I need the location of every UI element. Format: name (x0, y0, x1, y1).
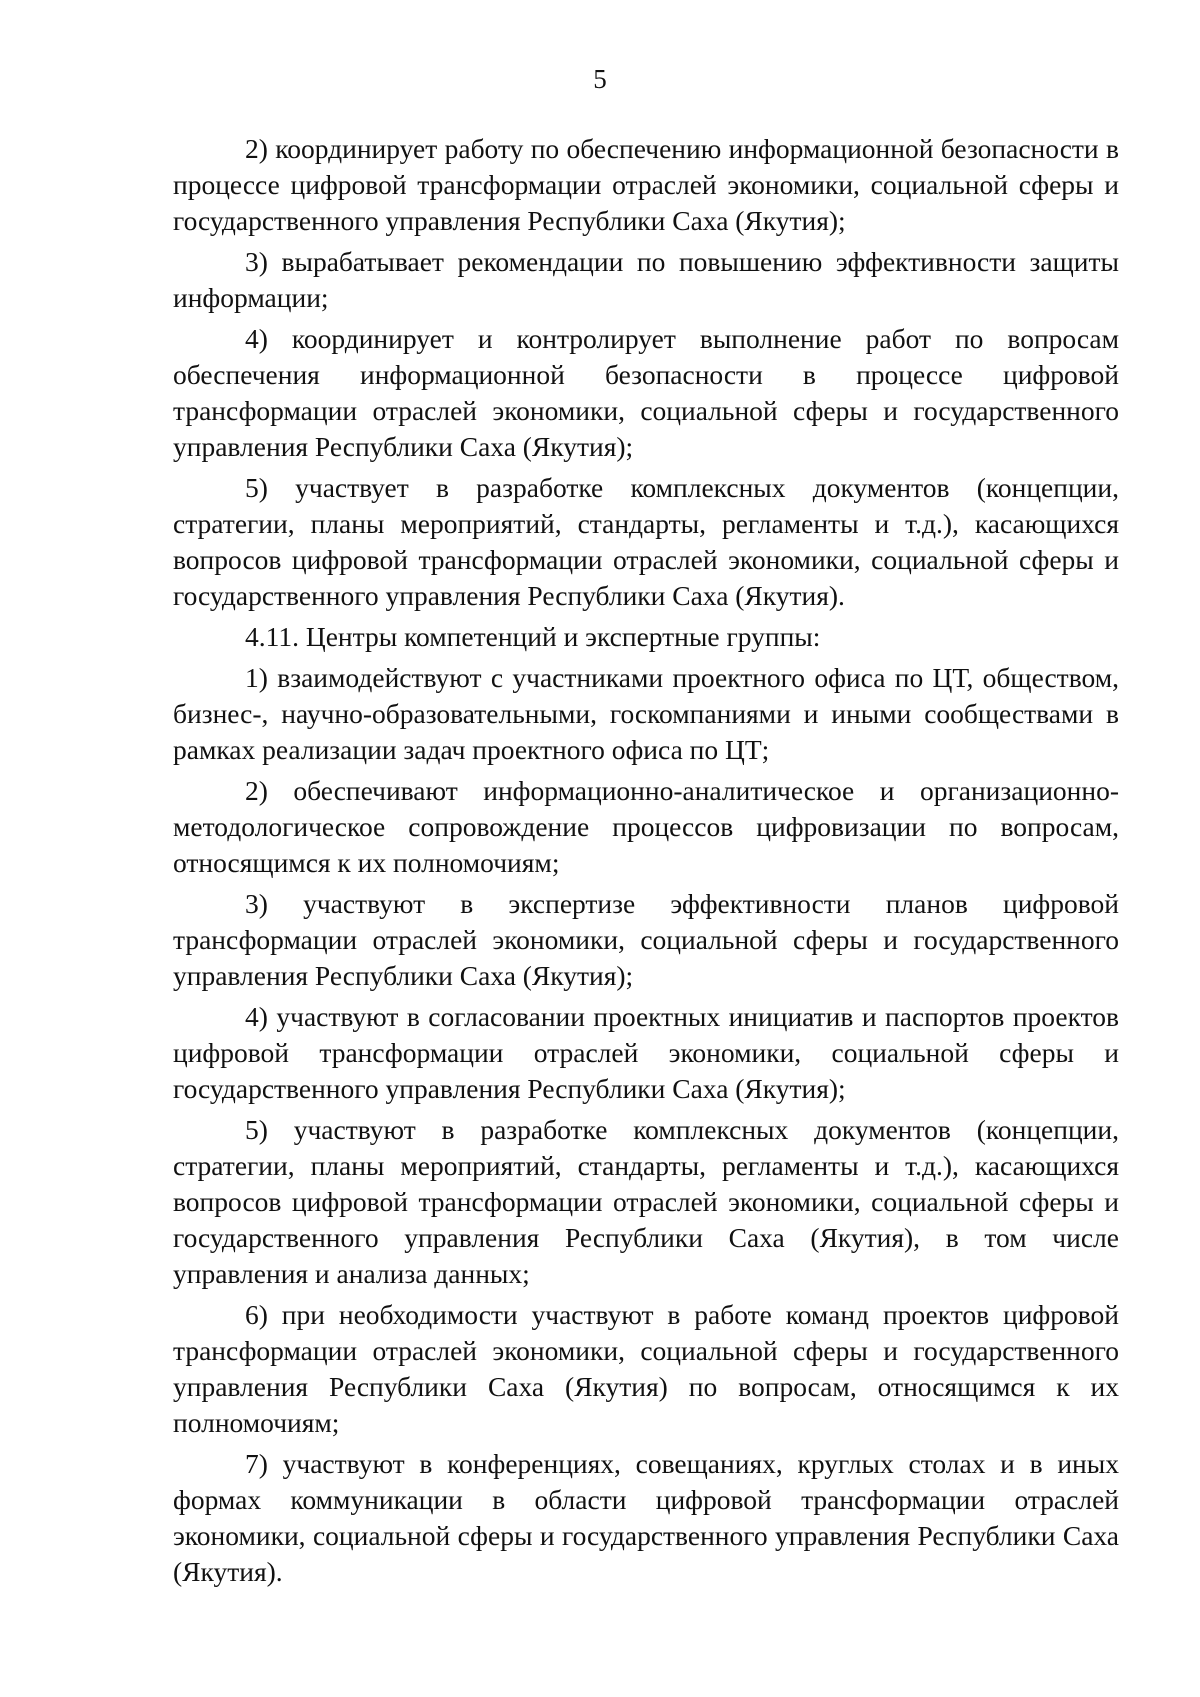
paragraph-item-7-conferences: 7) участвуют в конференциях, совещаниях, круглых столах и в иных формах коммуникации в области цифровой трансформации отраслей экономики, социальной сферы и государственного управления Республики Саха (Якутия). (173, 1448, 1119, 1587)
paragraph-item-5-documents-data: 5) участвуют в разработке комплексных документов (концепции, стратегии, планы мероприятий, стандарты, регламенты и т.д.), касающихся вопросов цифровой трансформации отраслей экономики, социальной сферы и государственного управления Республики Саха (Якутия), в том числе управления и анализа данных; (173, 1114, 1119, 1289)
paragraph-item-2-coordinates-security: 2) координирует работу по обеспечению информационной безопасности в процессе цифровой трансформации отраслей экономики, социальной сферы и государственного управления Республики Саха (Якутия); (173, 133, 1119, 236)
paragraph-item-1-interaction: 1) взаимодействуют с участниками проектного офиса по ЦТ, обществом, бизнес-, научно-образовательными, госкомпаниями и иными сообществами в рамках реализации задач проектного офиса по ЦТ; (173, 662, 1119, 765)
paragraph-item-6-project-teams: 6) при необходимости участвуют в работе команд проектов цифровой трансформации отраслей экономики, социальной сферы и государственного управления Республики Саха (Якутия) по вопросам, относящимся к их полномочиям; (173, 1299, 1119, 1438)
paragraph-item-3-expertise: 3) участвуют в экспертизе эффективности планов цифровой трансформации отраслей экономики, социальной сферы и государственного управления Республики Саха (Якутия); (173, 888, 1119, 991)
paragraph-item-4-controls-works: 4) координирует и контролирует выполнение работ по вопросам обеспечения информационной безопасности в процессе цифровой трансформации отраслей экономики, социальной сферы и государственного управления Республики Саха (Якутия); (173, 323, 1119, 462)
paragraph-item-3-recommendations: 3) вырабатывает рекомендации по повышению эффективности защиты информации; (173, 246, 1119, 313)
paragraph-item-5-complex-documents: 5) участвует в разработке комплексных документов (концепции, стратегии, планы мероприятий, стандарты, регламенты и т.д.), касающихся вопросов цифровой трансформации отраслей экономики, социальной сферы и государственного управления Республики Саха (Якутия). (173, 472, 1119, 611)
document-body (173, 131, 1119, 1590)
paragraph-item-4-approval: 4) участвуют в согласовании проектных инициатив и паспортов проектов цифровой трансформации отраслей экономики, социальной сферы и государственного управления Республики Саха (Якутия); (173, 1001, 1119, 1104)
page-number: 5 (593, 64, 607, 94)
section-heading-4-11: 4.11. Центры компетенций и экспертные группы: (245, 621, 821, 652)
paragraph-item-2-analytical-support: 2) обеспечивают информационно-аналитическое и организационно-методологическое сопровождение процессов цифровизации по вопросам, относящимся к их полномочиям; (173, 775, 1119, 878)
